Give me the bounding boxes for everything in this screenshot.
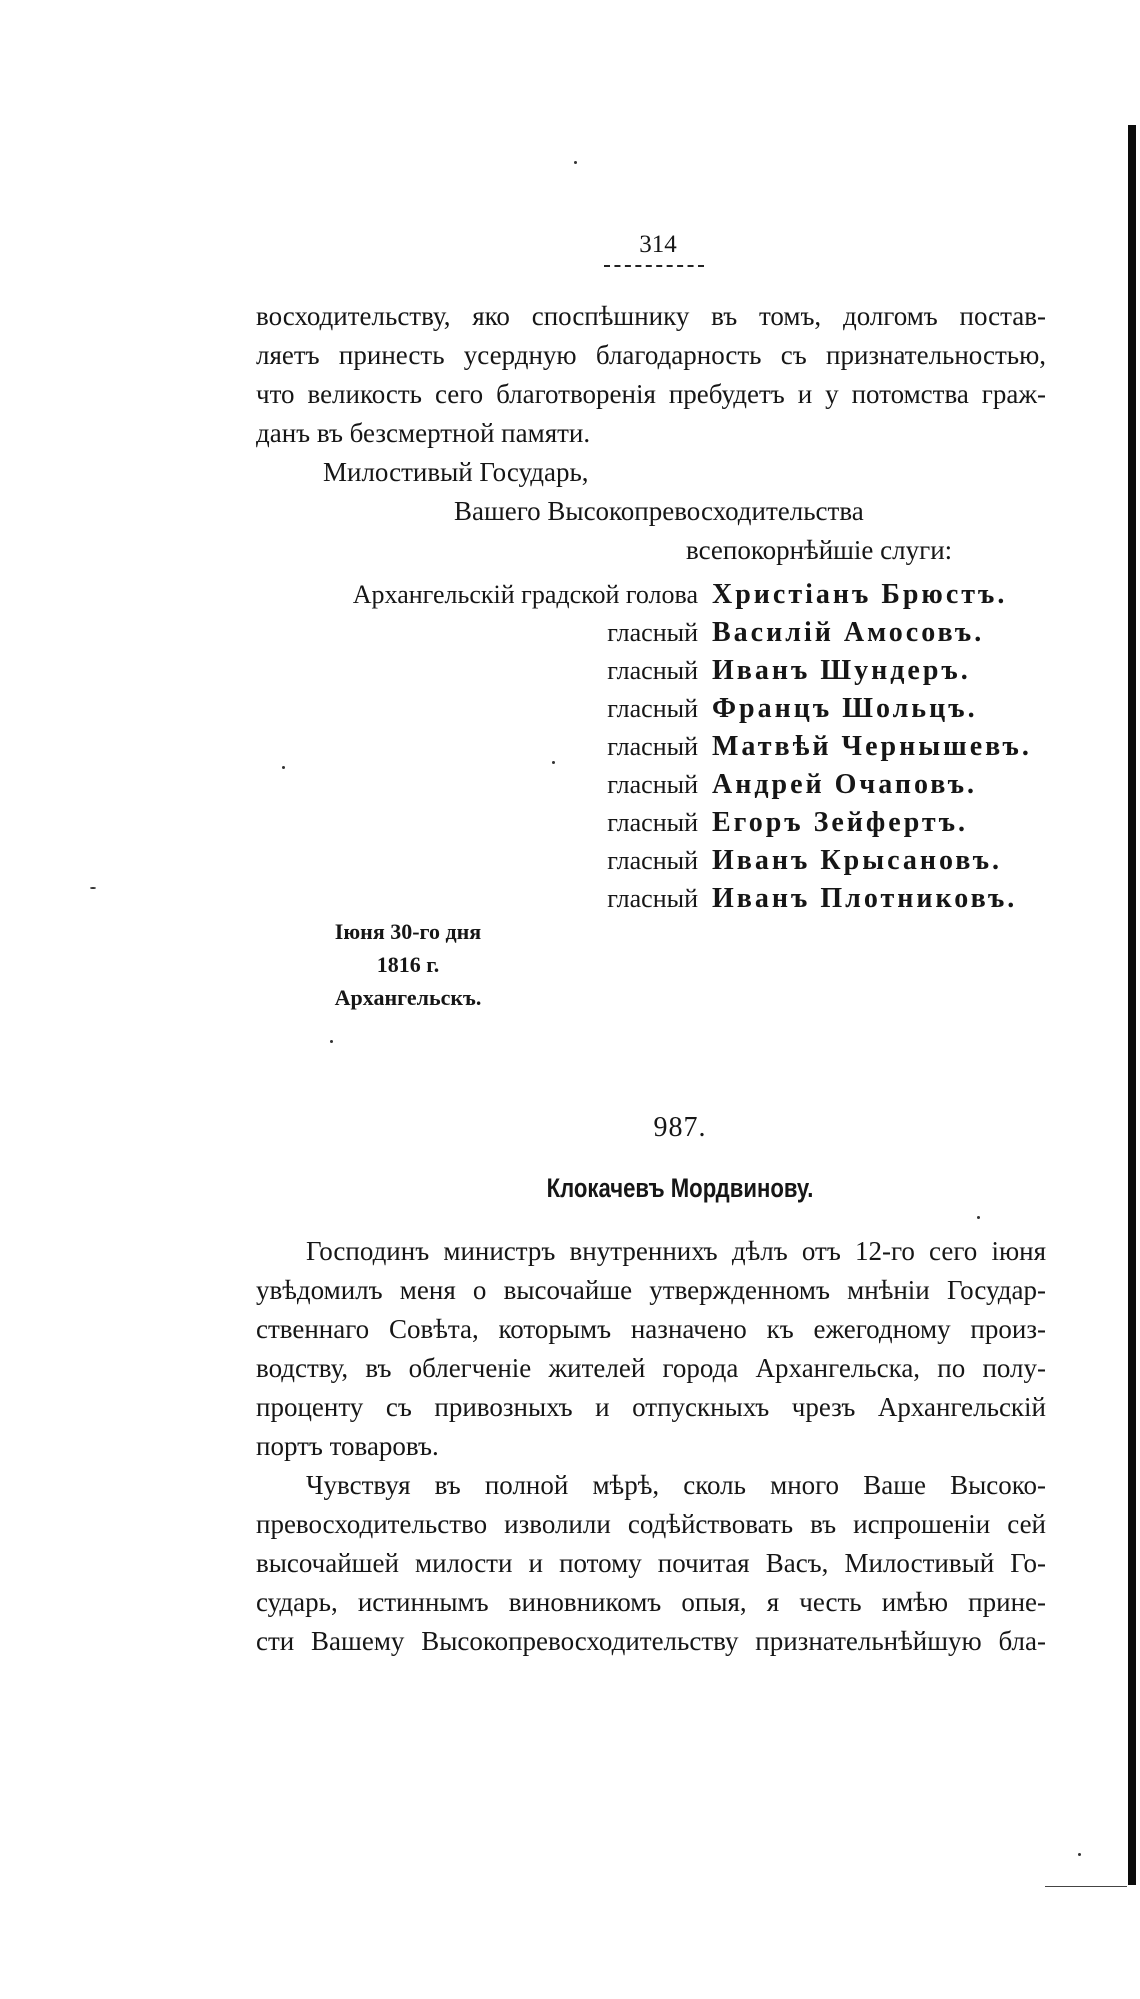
- paragraph-line: Чувствуя въ полной мѣрѣ, сколь много Ваше Высоко-: [306, 1470, 1046, 1500]
- paragraph-line: ственнаго Совѣта, которымъ назначено къ ежегодному произ-: [256, 1314, 1046, 1344]
- scan-speck: [552, 761, 555, 764]
- document-number: 987.: [653, 1112, 707, 1143]
- scan-speck: [574, 161, 577, 164]
- signer-row: [306, 804, 968, 842]
- closing-formula: Вашего Высокопревосходительства: [454, 496, 864, 526]
- scan-speck: [330, 1040, 333, 1043]
- signer-role: гласный: [607, 808, 698, 837]
- place-line: Архангельскъ.: [334, 985, 482, 1010]
- paragraph-line: проценту съ привозныхъ и отпускныхъ чрезъ Архангельскій: [256, 1392, 1046, 1422]
- signer-name: Христіанъ Брюстъ.: [712, 579, 1008, 610]
- paragraph-line: увѣдомилъ меня о высочайше утвержденномъ мнѣніи Государ-: [256, 1275, 1046, 1305]
- signer-row: [306, 576, 1007, 614]
- signer-row: [306, 842, 1002, 880]
- signer-row: [306, 614, 984, 652]
- document-heading: Клокачевъ Мордвинову.: [546, 1173, 814, 1203]
- signer-row: [306, 766, 977, 804]
- signer-role: гласный: [607, 694, 698, 723]
- page-number-rule: [604, 265, 704, 267]
- continuation-line: ляетъ принесть усердную благодарность съ признательностью,: [256, 340, 1046, 370]
- scan-edge-rule: [1045, 1886, 1127, 1887]
- date-line: Іюня 30-го дня: [334, 919, 482, 944]
- year-line: 1816 г.: [376, 952, 440, 977]
- scan-edge-shadow: [1128, 125, 1136, 1885]
- scan-speck: [977, 1216, 980, 1219]
- signer-row: [306, 652, 971, 690]
- salutation: Милостивый Государь,: [323, 457, 589, 487]
- servants-formula: всепокорнѣйшіе слуги:: [686, 535, 953, 565]
- continuation-line: восходительству, яко споспѣшнику въ томъ, долгомъ постав-: [256, 301, 1046, 331]
- signer-row: [306, 728, 1032, 766]
- continuation-line: данъ въ безсмертной памяти.: [256, 418, 591, 448]
- paragraph-line: водству, въ облегченіе жителей города Архангельска, по полу-: [256, 1353, 1046, 1383]
- scan-speck: [282, 766, 285, 769]
- date-place-block: [298, 915, 518, 1014]
- signer-role: гласный: [607, 656, 698, 685]
- signer-name: Егоръ Зейфертъ.: [712, 807, 969, 838]
- paragraph-line: Господинъ министръ внутреннихъ дѣлъ отъ 12-го сего іюня: [306, 1236, 1046, 1266]
- signer-role: гласный: [607, 770, 698, 799]
- signer-role: гласный: [607, 732, 698, 761]
- signer-role: гласный: [607, 846, 698, 875]
- scan-speck: [1078, 1853, 1081, 1856]
- signer-role: Архангельскій градской голова: [352, 580, 698, 609]
- paragraph-line: высочайшей милости и потому почитая Васъ, Милостивый Го-: [256, 1548, 1046, 1578]
- signer-role: гласный: [607, 884, 698, 913]
- signer-name: Иванъ Крысановъ.: [712, 845, 1003, 876]
- page-number: 314: [639, 231, 677, 258]
- paragraph-line: сти Вашему Высокопревосходительству признательнѣйшую бла-: [256, 1626, 1046, 1656]
- scan-speck: [90, 887, 96, 889]
- paragraph-line: сударь, истиннымъ виновникомъ опыя, я честь имѣю прине-: [256, 1587, 1046, 1617]
- signer-row: [306, 880, 1017, 918]
- signer-role: гласный: [607, 618, 698, 647]
- paragraph-line: портъ товаровъ.: [256, 1431, 439, 1461]
- signer-name: Иванъ Плотниковъ.: [712, 883, 1018, 914]
- signer-row: [306, 690, 978, 728]
- signer-name: Матвѣй Чернышевъ.: [712, 731, 1032, 762]
- signer-name: Василій Амосовъ.: [712, 617, 985, 648]
- signer-name: Францъ Шольцъ.: [712, 693, 978, 724]
- signer-name: Иванъ Шундеръ.: [712, 655, 971, 686]
- signer-name: Андрей Очаповъ.: [712, 769, 978, 800]
- continuation-line: что великость сего благотворенія пребудетъ и у потомства граж-: [256, 379, 1046, 409]
- paragraph-line: превосходительство изволили содѣйствовать въ испрошеніи сей: [256, 1509, 1046, 1539]
